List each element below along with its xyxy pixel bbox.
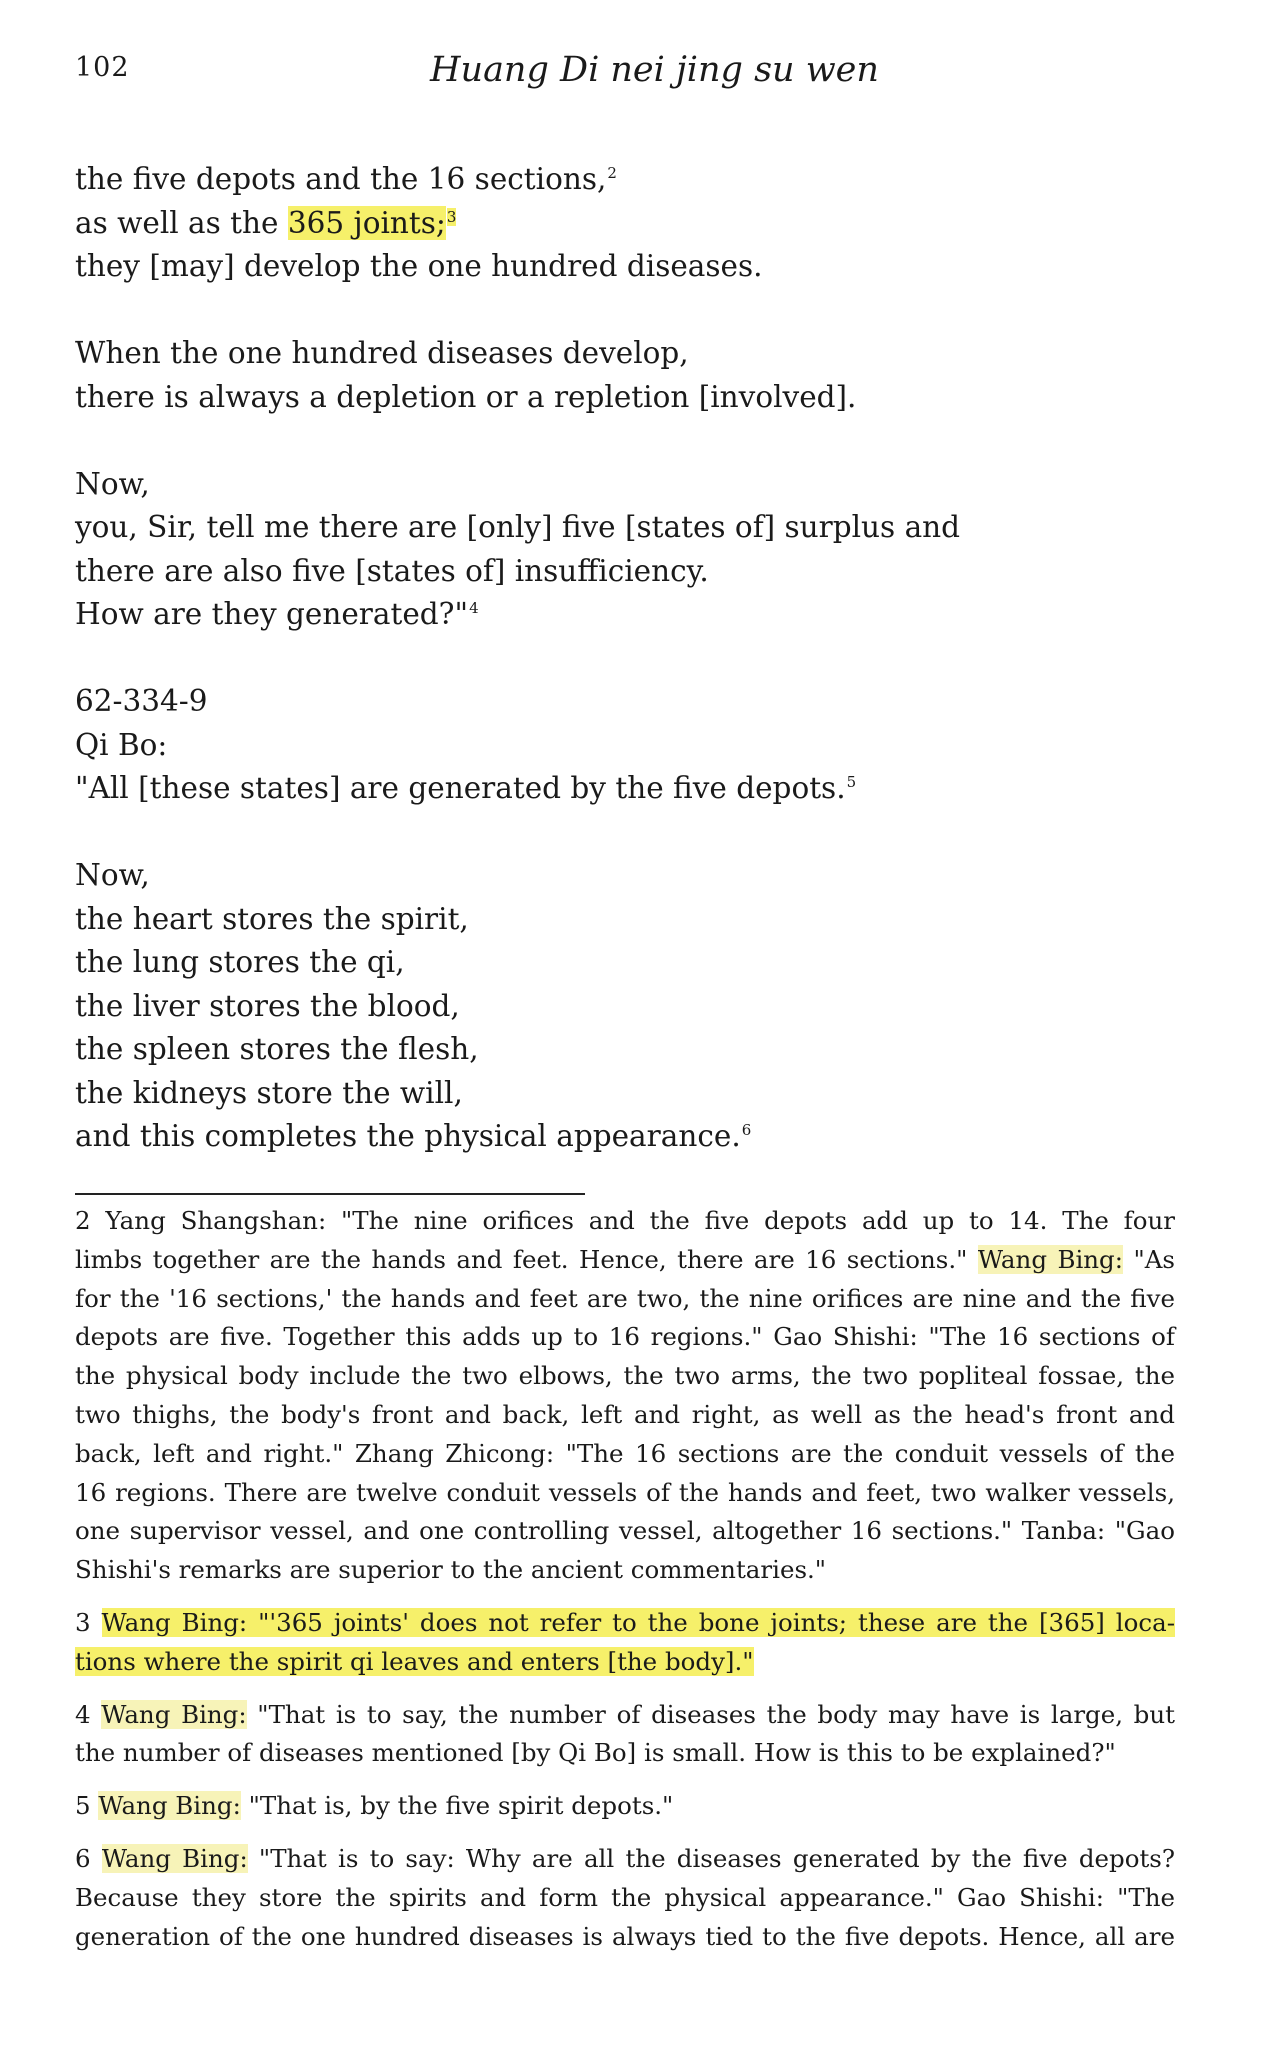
highlighted-text: Wang Bing:: [98, 1791, 241, 1821]
footnote-line: 2 Yang Shangshan: "The nine orifices and the five depots add up to 14. The four: [75, 1206, 1175, 1235]
text-line: the kidneys store the will,: [75, 1075, 463, 1110]
footnote-5: [75, 1787, 1175, 1826]
footnote-line: the physical body include the two elbows, the two arms, the two popliteal fossae, the: [75, 1361, 1175, 1391]
highlighted-text: Wang Bing:: [101, 1699, 247, 1729]
text-line: When the one hundred diseases develop,: [75, 336, 689, 370]
stanza-gap: [75, 637, 1175, 681]
text-line: the spleen stores the flesh,: [75, 1032, 479, 1066]
footnote-line: two thighs, the body's front and back, left and right, as well as the head's front and: [75, 1399, 1175, 1429]
stanza-gap: [75, 289, 1175, 333]
stanza-gap: [75, 811, 1175, 855]
footnote-line: the number of diseases mentioned [by Qi Bo] is small. How is this to be explained?": [75, 1738, 1116, 1768]
text-line: the liver stores the blood,: [75, 988, 460, 1023]
highlighted-text: 365 joints;: [287, 205, 446, 240]
page-number: 102: [75, 52, 130, 83]
footnote-ref[interactable]: 2: [607, 164, 617, 183]
text-line: the heart stores the spirit,: [75, 901, 469, 936]
footnote-line: limbs together are the hands and feet. Hence, there are 16 sections." Wang Bing: "As: [75, 1244, 1175, 1274]
text-line: as well as the 365 joints;$^3$: [75, 205, 457, 240]
footnote-3: [75, 1604, 1175, 1682]
main-text: [75, 158, 1175, 1159]
highlighted-text: Wang Bing:: [977, 1244, 1123, 1274]
highlighted-text: tions where the spirit qi leaves and enters [the body].": [75, 1646, 754, 1676]
text-line: How are they generated?"$^4$: [75, 597, 479, 631]
footnote-line: 5 Wang Bing: "That is, by the five spirit depots.": [75, 1791, 674, 1821]
running-title: Huang Di nei jing su wen: [430, 50, 879, 90]
footnotes: [75, 1202, 1175, 1956]
footnote-ref[interactable]: 4: [469, 599, 479, 618]
speaker-label: Qi Bo:: [75, 727, 168, 762]
text-line: they [may] develop the one hundred diseases.: [75, 249, 763, 283]
footnote-line: back, left and right." Zhang Zhicong: "The 16 sections are the conduit vessels of the: [75, 1438, 1175, 1468]
text-line: there are also five [states of] insufficiency.: [75, 553, 709, 588]
text-line: you, Sir, tell me there are [only] five [states of] surplus and: [75, 510, 961, 544]
footnote-ref[interactable]: 5: [846, 773, 857, 792]
footnote-ref[interactable]: 3: [446, 207, 457, 226]
footnote-divider: [75, 1193, 585, 1195]
footnote-line: 4 Wang Bing: "That is to say, the number of diseases the body may have is large, but: [75, 1699, 1175, 1729]
text-line: the five depots and the 16 sections,$^2$: [75, 162, 617, 196]
text-line: Now,: [75, 858, 150, 892]
footnote-line: for the '16 sections,' the hands and feet are two, the nine orifices are nine and the five: [75, 1283, 1175, 1313]
footnote-line: 6 Wang Bing: "That is to say: Why are all the diseases generated by the five depots?: [75, 1843, 1175, 1873]
footnote-line: generation of the one hundred diseases is always tied to the five depots. Hence, all are: [75, 1921, 1175, 1951]
text-line: "All [these states] are generated by the five depots.$^5$: [75, 771, 857, 805]
text-line: there is always a depletion or a repletion [involved].: [75, 379, 857, 414]
footnote-line: Because they store the spirits and form the physical appearance." Gao Shishi: "The: [75, 1882, 1175, 1912]
footnote-2: [75, 1202, 1175, 1590]
footnote-line: 3 Wang Bing: "'365 joints' does not refer to the bone joints; these are the [365] loca-: [75, 1607, 1175, 1637]
text-line: the lung stores the qi,: [75, 945, 405, 979]
footnote-line: one supervisor vessel, and one controlling vessel, altogether 16 sections." Tanba: "Gao: [75, 1516, 1175, 1546]
text-line: Now,: [75, 466, 150, 501]
footnote-ref[interactable]: 6: [741, 1121, 752, 1140]
footnote-line: depots are five. Together this adds up to 16 regions." Gao Shishi: "The 16 sections of: [75, 1322, 1175, 1352]
footnote-6: [75, 1840, 1175, 1956]
section-number: 62-334-9: [75, 684, 208, 718]
footnote-4: [75, 1696, 1175, 1774]
footnote-line: [75, 1643, 1175, 1682]
stanza-gap: [75, 419, 1175, 463]
footnote-line: Shishi's remarks are superior to the ancient commentaries.": [75, 1555, 827, 1585]
footnote-line: 16 regions. There are twelve conduit vessels of the hands and feet, two walker vessels,: [75, 1477, 1175, 1507]
highlighted-text: Wang Bing: "'365 joints' does not refer to the bone joints; these are the [365] loca-: [101, 1607, 1175, 1637]
highlighted-text: Wang Bing:: [101, 1843, 248, 1873]
text-line: and this completes the physical appearance.$^6$: [75, 1119, 752, 1153]
